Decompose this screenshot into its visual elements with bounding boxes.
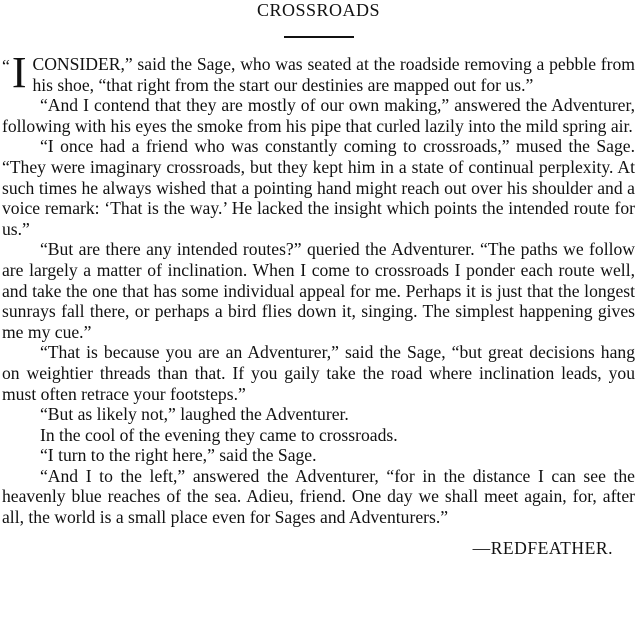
title-divider xyxy=(284,36,354,38)
opening-quote-mark: “ xyxy=(2,56,10,76)
paragraph-4: “But are there any intended routes?” queried the Adventurer. “The paths we follow are largely a matter of inclination. When I come to crossroads I ponder each route well, and take the one that has some individual appeal for me. Perhaps it is just that the longest sunrays fall there, or perhaps a bird flies down it, singing. The simplest happening gives me my cue.” xyxy=(2,239,635,342)
paragraph-5: “That is because you are an Adventurer,” said the Sage, “but great decisions hang on weightier threads than that. If you gaily take the road where inclination leads, you must often retrace your footsteps.” xyxy=(2,342,635,404)
drop-cap: I xyxy=(11,48,27,97)
paragraph-1-text: CONSIDER,” said the Sage, who was seated at the roadside removing a pebble from his shoe, “that right from the start our destinies are mapped out for us.” xyxy=(32,54,635,95)
paragraph-6: “But as likely not,” laughed the Adventurer. xyxy=(40,404,349,425)
paragraph-1 xyxy=(2,48,635,97)
paragraph-8: “I turn to the right here,” said the Sage. xyxy=(40,445,317,466)
paragraph-7: In the cool of the evening they came to crossroads. xyxy=(40,424,398,445)
article-body xyxy=(2,48,635,528)
author-signature: —REDFEATHER. xyxy=(472,537,613,558)
paragraph-3: “I once had a friend who was constantly coming to crossroads,” mused the Sage. “They were imaginary crossroads, but they kept him in a state of continual perplexity. At such times he always wished that a pointing hand might reach out over his shoulder and a voice remark: ‘That is the way.’ He lacked the insight which points the intended route for us.” xyxy=(2,136,635,239)
paragraph-2: “And I contend that they are mostly of our own making,” answered the Adventurer, following with his eyes the smoke from his pipe that curled lazily into the mild spring air. xyxy=(2,95,635,136)
paragraph-9: “And I to the left,” answered the Adventurer, “for in the distance I can see the heavenly blue reaches of the sea. Adieu, friend. One day we shall meet again, for, after all, the world is a small place even for Sages and Adventurers.” xyxy=(2,465,635,528)
article-title: CROSSROADS xyxy=(256,0,381,20)
